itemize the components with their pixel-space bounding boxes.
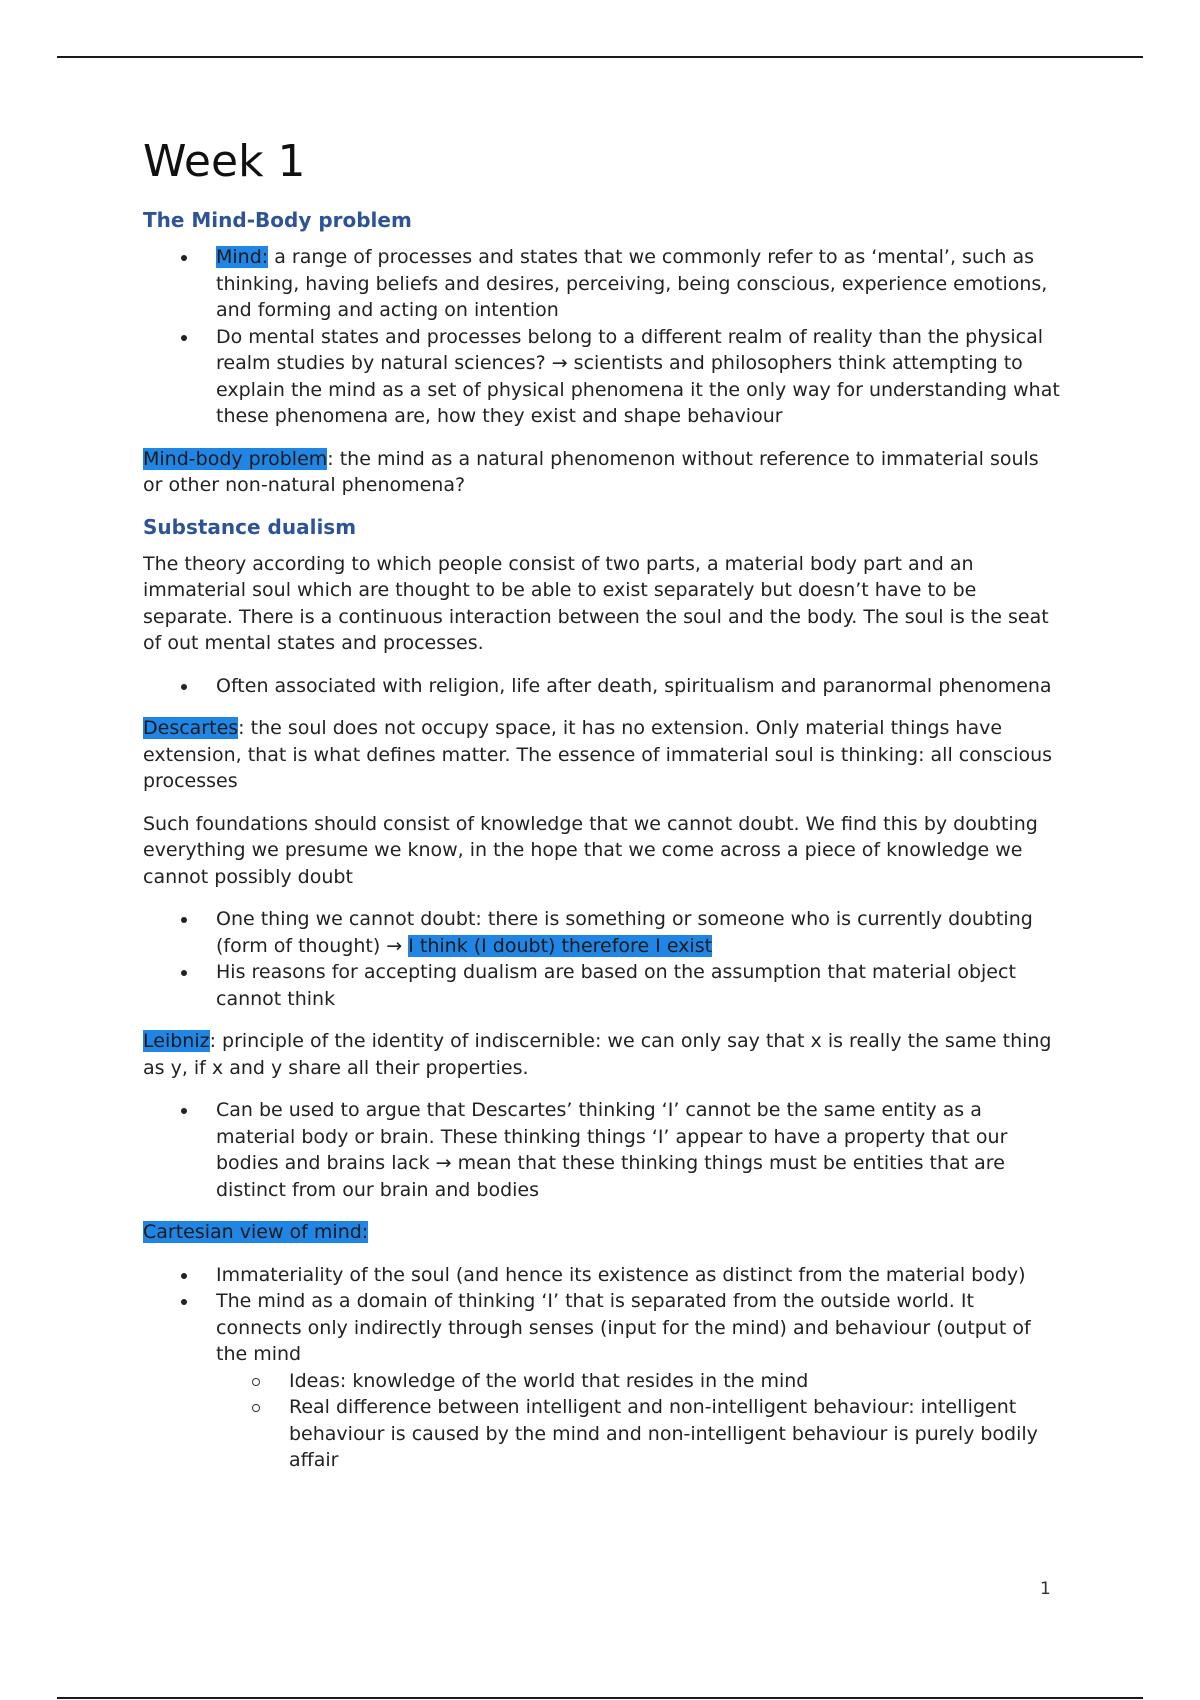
highlight-term: Mind-body problem bbox=[143, 447, 328, 470]
paragraph-text: : the soul does not occupy space, it has no extension. Only material things have extension, that is what defines matter. The essence of immaterial soul is thinking: all conscious processes bbox=[143, 717, 1053, 793]
leibniz-paragraph bbox=[143, 1028, 1063, 1081]
highlight-term: Descartes bbox=[143, 717, 239, 740]
cartesian-sub-bullets bbox=[216, 1368, 1063, 1474]
list-item-text: One thing we cannot doubt: there is something or someone who is currently doubting (form of thought) → bbox=[216, 908, 1033, 957]
cartesian-heading-paragraph bbox=[143, 1219, 1063, 1246]
list-item bbox=[143, 906, 1063, 959]
document-page bbox=[143, 138, 1063, 1490]
heading-substance-dualism: Substance dualism bbox=[143, 514, 357, 539]
religion-bullets bbox=[143, 673, 1063, 700]
paragraph-text: : principle of the identity of indiscernible: we can only say that x is really the same thing as y, if x and y share all their properties. bbox=[143, 1030, 1052, 1079]
footer-rule bbox=[57, 1697, 1143, 1699]
list-item bbox=[143, 244, 1063, 324]
list-item bbox=[143, 1288, 1063, 1474]
list-item: Immateriality of the soul (and hence its existence as distinct from the material body) bbox=[143, 1262, 1063, 1289]
descartes-paragraph bbox=[143, 715, 1063, 795]
list-item-text: The mind as a domain of thinking ‘I’ that is separated from the outside world. It connects only indirectly through senses (input for the mind) and behaviour (output of the mind bbox=[216, 1290, 1031, 1366]
highlight-term: Leibniz bbox=[143, 1030, 210, 1053]
foundations-paragraph: Such foundations should consist of knowledge that we cannot doubt. We find this by doubting everything we presume we know, in the hope that we come across a piece of knowledge we cannot possibly doubt bbox=[143, 812, 1038, 888]
header-rule bbox=[57, 56, 1143, 58]
dualism-intro-paragraph: The theory according to which people consist of two parts, a material body part and an immaterial soul which are thought to be able to exist separately but doesn’t have to be separate. There is a continuous interaction between the soul and the body. The soul is the seat of out mental states and processes. bbox=[143, 552, 1049, 655]
page-title: Week 1 bbox=[143, 136, 306, 187]
heading-mind-body-problem: The Mind-Body problem bbox=[143, 208, 412, 233]
mind-body-bullets bbox=[143, 244, 1063, 430]
list-item-text: a range of processes and states that we commonly refer to as ‘mental’, such as thinking, having beliefs and desires, perceiving, being conscious, experience emotions, and forming and acting on intention bbox=[216, 246, 1048, 322]
list-item-text: Do mental states and processes belong to a different realm of reality than the physical realm studies by natural sciences? → scientists and philosophers think attempting to explain the mind as a set of physical phenomena it the only way for understanding what these phenomena are, how they exist and shape behaviour bbox=[216, 325, 1060, 428]
paragraph-text: : the mind as a natural phenomenon without reference to immaterial souls or other non-natural phenomena? bbox=[143, 447, 1039, 497]
sub-list-item: Real difference between intelligent and non-intelligent behaviour: intelligent behaviour is caused by the mind and non-intelligent behaviour is purely bodily affair bbox=[216, 1394, 1063, 1474]
page-number: 1 bbox=[1040, 1579, 1051, 1599]
list-item: Can be used to argue that Descartes’ thinking ‘I’ cannot be the same entity as a material body or brain. These thinking things ‘I’ appear to have a property that our bodies and brains lack → mean that these thinking things must be entities that are distinct from our brain and bodies bbox=[143, 1097, 1063, 1203]
cartesian-bullets bbox=[143, 1262, 1063, 1474]
highlight-term: Cartesian view of mind: bbox=[143, 1221, 369, 1244]
doubt-bullets bbox=[143, 906, 1063, 1012]
mind-body-problem-paragraph bbox=[143, 446, 1063, 499]
list-item: Often associated with religion, life after death, spiritualism and paranormal phenomena bbox=[143, 673, 1063, 700]
sub-list-item: Ideas: knowledge of the world that resides in the mind bbox=[216, 1368, 1063, 1395]
leibniz-bullets bbox=[143, 1097, 1063, 1203]
list-item: His reasons for accepting dualism are based on the assumption that material object cannot think bbox=[143, 959, 1063, 1012]
list-item bbox=[143, 324, 1063, 430]
highlight-term: Mind: bbox=[216, 246, 269, 269]
highlight-term: I think (I doubt) therefore I exist bbox=[408, 934, 713, 957]
